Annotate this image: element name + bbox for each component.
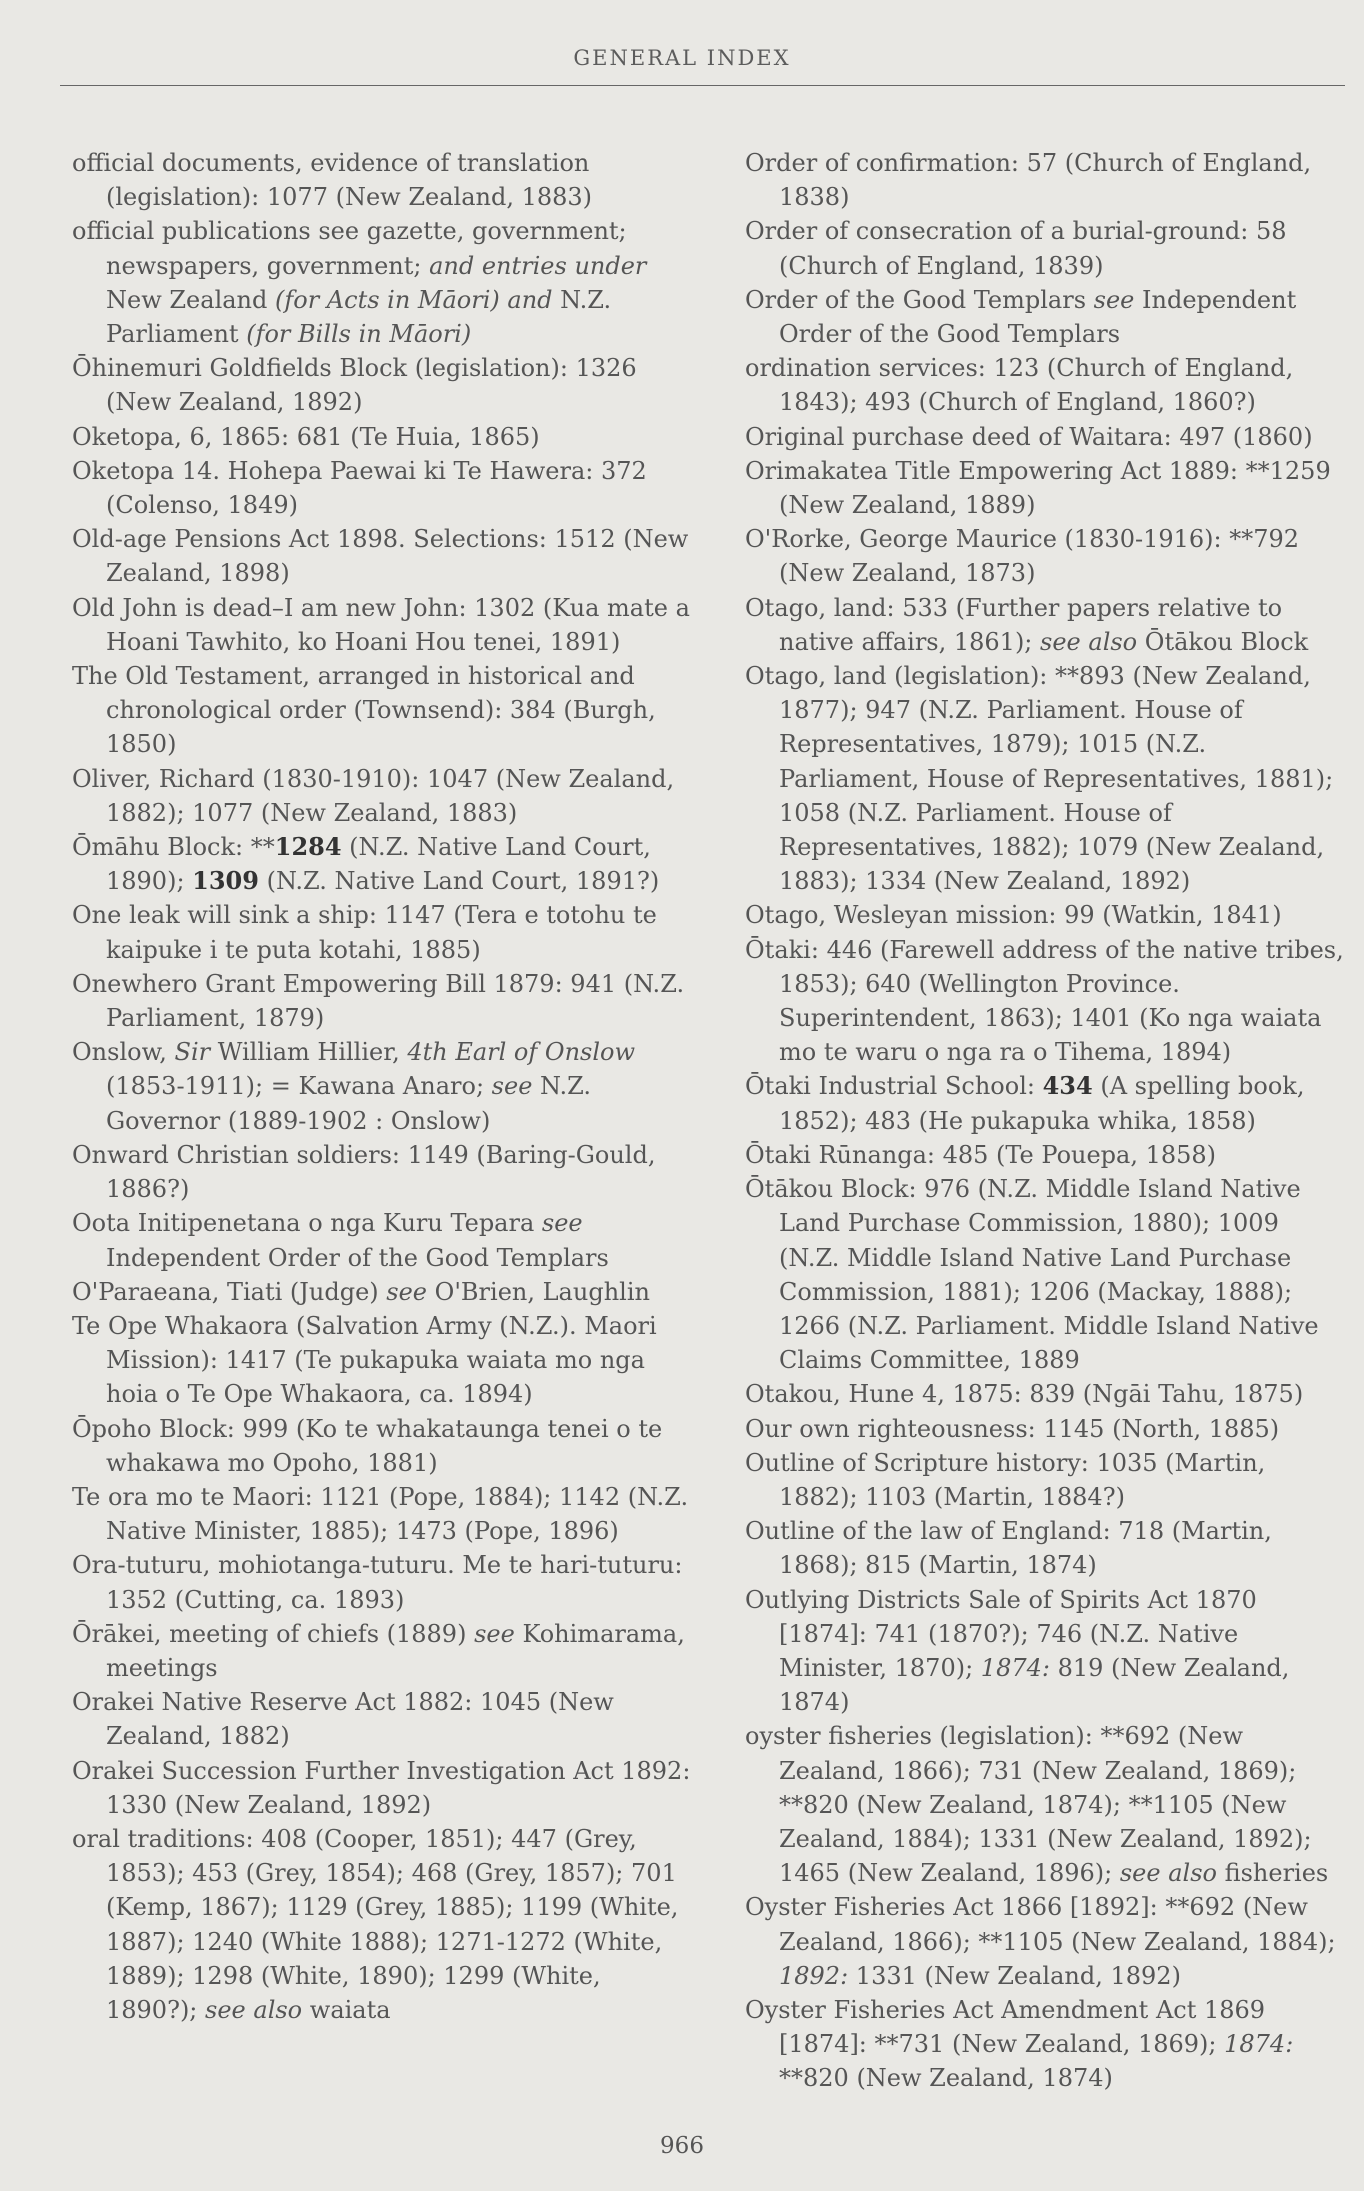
- index-entry-text: Oyster Fisheries Act 1866 [1892]: **692 (New Zealand, 1866); **1105 (New Zealand, 1884);: [745, 1893, 1336, 1956]
- index-entry: [745, 351, 1345, 419]
- index-entry: [72, 454, 692, 522]
- running-header: GENERAL INDEX: [573, 46, 791, 70]
- index-entry-text: 819 (New Zealand, 1874): [779, 1653, 1290, 1717]
- index-entry-text: see: [491, 1072, 533, 1101]
- index-entry: [745, 933, 1345, 1070]
- index-entry-text: 434: [1042, 1071, 1093, 1101]
- index-entry-text: fisheries: [1216, 1859, 1329, 1888]
- index-entry: [745, 1514, 1345, 1582]
- index-entry-text: O'Rorke, George Maurice (1830-1916): **792 (New Zealand, 1873): [745, 525, 1300, 588]
- index-entry-text: official publications see gazette, government; newspapers, government;: [72, 217, 627, 280]
- index-entry-text: Orakei Native Reserve Act 1882: 1045 (New Zealand, 1882): [72, 1688, 614, 1751]
- index-entry-text: Original purchase deed of Waitara: 497 (1860): [745, 422, 1313, 451]
- index-entry-text: 4th Earl of Onslow: [407, 1038, 636, 1067]
- index-entry: [745, 1583, 1345, 1720]
- index-entry: [72, 1548, 692, 1616]
- index-entry-text: see: [1093, 285, 1135, 314]
- index-entry: [745, 1377, 1345, 1411]
- index-entry: [72, 1685, 692, 1753]
- index-entry-text: oyster fisheries (legislation): **692 (New Zealand, 1866); 731 (New Zealand, 1869); **820 (New Zealand, 1874); **1105 (New Zealand, 1884); 1331 (New Zealand, 1892); 1465 (New Zealand, 1896);: [745, 1722, 1312, 1888]
- index-entry-text: Old-age Pensions Act 1898. Selections: 1512 (New Zealand, 1898): [72, 525, 689, 588]
- index-entry-text: oral traditions: 408 (Cooper, 1851); 447 (Grey, 1853); 453 (Grey, 1854); 468 (Grey, 1857); 701 (Kemp, 1867); 1129 (Grey, 1885); 1199 (White, 1887); 1240 (White 1888); 1271-1272 (White, 1889); 1298 (White, 1890); 1299 (White, 1890?);: [72, 1824, 679, 2024]
- index-entry-text: Ōtaki: 446 (Farewell address of the native tribes, 1853); 640 (Wellington Province. Superintendent, 1863); 1401 (Ko nga waiata mo te waru o nga ra o Tihema, 1894): [745, 935, 1344, 1067]
- index-entry: [72, 1275, 692, 1309]
- index-entry-text: (for Acts in Māori): [275, 285, 500, 314]
- index-entry-text: Otago, land (legislation): **893 (New Zealand, 1877); 947 (N.Z. Parliament. House of Representatives, 1879); 1015 (N.Z. Parliament, House of Representatives, 1881); 1058 (N.Z. Parliament. House of Representatives, 1882); 1079 (New Zealand, 1883); 1334 (New Zealand, 1892): [745, 662, 1334, 896]
- index-entry: [72, 1206, 692, 1274]
- index-entry-text: **820 (New Zealand, 1874): [779, 2064, 1113, 2093]
- index-entry-text: The Old Testament, arranged in historical and chronological order (Townsend): 384 (Burgh, 1850): [72, 662, 656, 759]
- index-entry-text: Orimakatea Title Empowering Act 1889: **1259 (New Zealand, 1889): [745, 456, 1331, 520]
- index-entry-text: see: [541, 1209, 583, 1238]
- index-entry-text: Oketopa 14. Hohepa Paewai ki Te Hawera: 372 (Colenso, 1849): [72, 456, 647, 520]
- index-entry: [72, 1822, 692, 2027]
- index-entry: [72, 1138, 692, 1206]
- index-entry: [72, 420, 692, 454]
- index-entry: [72, 522, 692, 590]
- index-entry-text: 1874:: [980, 1653, 1050, 1682]
- index-entry: [72, 659, 692, 762]
- index-entry-text: and: [499, 285, 561, 314]
- index-entry-text: (N.Z. Native Land Court, 1890);: [106, 833, 651, 896]
- index-entry-text: Old John is dead–I am new John: 1302 (Kua mate a Hoani Tawhito, ko Hoani Hou tenei, 1891): [72, 593, 690, 656]
- index-entry-text: see: [386, 1277, 428, 1306]
- index-entry-text: Oliver, Richard (1830-1910): 1047 (New Zealand, 1882); 1077 (New Zealand, 1883): [72, 764, 675, 827]
- index-entry-text: Onewhero Grant Empowering Bill 1879: 941 (N.Z. Parliament, 1879): [72, 969, 685, 1033]
- index-entry-text: Otakou, Hune 4, 1875: 839 (Ngāi Tahu, 1875): [745, 1380, 1304, 1409]
- index-entry: [745, 522, 1345, 590]
- index-entry: [72, 1309, 692, 1412]
- index-entry: [72, 1412, 692, 1480]
- index-entry-text: see: [474, 1619, 515, 1648]
- index-entry-text: Oyster Fisheries Act Amendment Act 1869 [1874]: **731 (New Zealand, 1869);: [745, 1995, 1266, 2059]
- index-entry-text: (A spelling book, 1852); 483 (He pukapuka whika, 1858): [779, 1072, 1305, 1135]
- index-entry-text: see also: [1119, 1859, 1217, 1888]
- index-entry-text: Ora-tuturu, mohiotanga-tuturu. Me te hari-tuturu: 1352 (Cutting, ca. 1893): [72, 1551, 683, 1614]
- index-entry: [745, 1890, 1345, 1993]
- index-entry: [72, 591, 692, 659]
- index-entry: [72, 1035, 692, 1138]
- index-entry-text: 1892:: [779, 1961, 849, 1990]
- index-entry: [72, 214, 692, 351]
- index-entry: [72, 830, 692, 898]
- index-column-right: [745, 146, 1345, 2096]
- index-entry: [72, 351, 692, 419]
- index-entry-text: William Hillier,: [210, 1038, 408, 1067]
- index-entry-text: Te Ope Whakaora (Salvation Army (N.Z.). Maori Mission): 1417 (Te pukapuka waiata mo nga hoia o Te Ope Whakaora, ca. 1894): [72, 1311, 657, 1409]
- index-entry: [745, 898, 1345, 932]
- index-entry: [745, 1069, 1345, 1137]
- index-entry-text: Outline of the law of England: 718 (Martin, 1868); 815 (Martin, 1874): [745, 1517, 1272, 1580]
- index-entry-text: Our own righteousness: 1145 (North, 1885): [745, 1414, 1280, 1443]
- index-entry-text: waiata: [302, 1995, 391, 2024]
- index-entry-text: official documents, evidence of translation (legislation): 1077 (New Zealand, 1883): [72, 149, 593, 212]
- index-entry-text: see also: [205, 1995, 303, 2024]
- page-number: 966: [660, 2133, 704, 2159]
- index-entry-text: Ōtaki Rūnanga: 485 (Te Pouepa, 1858): [745, 1140, 1217, 1169]
- index-entry: [72, 967, 692, 1035]
- index-entry-text: Ōrākei, meeting of chiefs (1889): [72, 1619, 475, 1648]
- index-entry-text: 1284: [274, 832, 342, 862]
- index-entry-text: ordination services: 123 (Church of England, 1843); 493 (Church of England, 1860?): [745, 354, 1294, 417]
- index-entry-text: Order of confirmation: 57 (Church of England, 1838): [745, 149, 1312, 212]
- index-entry-text: New Zealand: [106, 285, 275, 314]
- index-entry-text: 1874:: [1224, 2030, 1294, 2059]
- index-entry-text: Oketopa, 6, 1865: 681 (Te Huia, 1865): [72, 422, 540, 451]
- index-entry-text: Oota Initipenetana o nga Kuru Tepara: [72, 1209, 542, 1238]
- index-entry-text: Sir: [174, 1038, 211, 1067]
- index-entry-text: see also: [1040, 627, 1138, 656]
- index-entry: [745, 1412, 1345, 1446]
- index-entry-text: N.Z. Parliament: [106, 285, 612, 349]
- index-entry-text: Orakei Succession Further Investigation Act 1892: 1330 (New Zealand, 1892): [72, 1756, 691, 1819]
- index-entry-text: and entries under: [429, 251, 647, 280]
- index-entry: [745, 283, 1345, 351]
- index-entry: [72, 762, 692, 830]
- index-entry: [745, 1138, 1345, 1172]
- index-entry: [72, 1480, 692, 1548]
- index-entry-text: (for Bills in Māori): [246, 320, 472, 349]
- index-entry-text: O'Brien, Laughlin: [427, 1277, 650, 1306]
- index-entry: [72, 146, 692, 214]
- index-entry: [72, 1617, 692, 1685]
- index-entry: [745, 420, 1345, 454]
- index-entry-text: Independent Order of the Good Templars: [779, 285, 1297, 349]
- index-entry: [745, 1172, 1345, 1377]
- index-entry-text: Onslow,: [72, 1038, 175, 1067]
- index-entry-text: Outlying Districts Sale of Spirits Act 1870 [1874]: 741 (1870?); 746 (N.Z. Native Minister, 1870);: [745, 1585, 1257, 1682]
- index-entry-text: Order of consecration of a burial-ground: 58 (Church of England, 1839): [745, 217, 1287, 280]
- index-entry-text: Order of the Good Templars: [745, 285, 1094, 314]
- index-entry: [745, 1719, 1345, 1890]
- index-column-left: [72, 146, 692, 2027]
- index-entry: [745, 591, 1345, 659]
- index-entry-text: Onward Christian soldiers: 1149 (Baring-Gould, 1886?): [72, 1140, 656, 1204]
- index-entry-text: Ōpoho Block: 999 (Ko te whakataunga tenei o te whakawa mo Opoho, 1881): [72, 1414, 663, 1477]
- index-entry: [72, 1754, 692, 1822]
- index-entry-text: Ōtaki Industrial School:: [745, 1072, 1043, 1101]
- index-entry-text: O'Paraeana, Tiati (Judge): [72, 1277, 387, 1306]
- index-entry-text: 1309: [192, 866, 259, 896]
- index-entry-text: 1331 (New Zealand, 1892): [848, 1961, 1181, 1990]
- index-entry-text: Te ora mo te Maori: 1121 (Pope, 1884); 1142 (N.Z. Native Minister, 1885); 1473 (Pope, 1896): [72, 1482, 689, 1546]
- index-entry-text: Independent Order of the Good Templars: [106, 1243, 609, 1272]
- index-entry-text: (1853-1911); = Kawana Anaro;: [106, 1072, 492, 1101]
- index-entry-text: N.Z. Governor (1889-1902 : Onslow): [106, 1072, 592, 1135]
- index-entry-text: Ōtākou Block: 976 (N.Z. Middle Island Native Land Purchase Commission, 1880); 1009 (N.Z. Middle Island Native Land Purchase Commission, 1881); 1206 (Mackay, 1888); 1266 (N.Z. Parliament. Middle Island Native Claims Committee, 1889: [745, 1175, 1319, 1375]
- index-entry: [745, 146, 1345, 214]
- index-entry-text: Ōhinemuri Goldfields Block (legislation): 1326 (New Zealand, 1892): [72, 354, 637, 417]
- index-entry-text: Ōtākou Block: [1137, 627, 1309, 656]
- index-entry: [745, 1993, 1345, 2096]
- index-entry: [745, 1446, 1345, 1514]
- index-entry-text: Otago, Wesleyan mission: 99 (Watkin, 1841): [745, 901, 1282, 930]
- index-entry-text: Outline of Scripture history: 1035 (Martin, 1882); 1103 (Martin, 1884?): [745, 1448, 1266, 1511]
- index-entry-text: (N.Z. Native Land Court, 1891?): [258, 867, 660, 896]
- index-entry-text: Otago, land: 533 (Further papers relative to native affairs, 1861);: [745, 593, 1283, 656]
- index-entry: [745, 214, 1345, 282]
- index-entry-text: Ōmāhu Block: **: [72, 833, 275, 862]
- index-entry: [745, 659, 1345, 898]
- index-entry-text: Kohimarama, meetings: [106, 1619, 685, 1682]
- index-entry: [72, 898, 692, 966]
- index-entry-text: One leak will sink a ship: 1147 (Tera e totohu te kaipuke i te puta kotahi, 1885): [72, 901, 657, 964]
- header-rule: [60, 85, 1345, 86]
- index-entry: [745, 454, 1345, 522]
